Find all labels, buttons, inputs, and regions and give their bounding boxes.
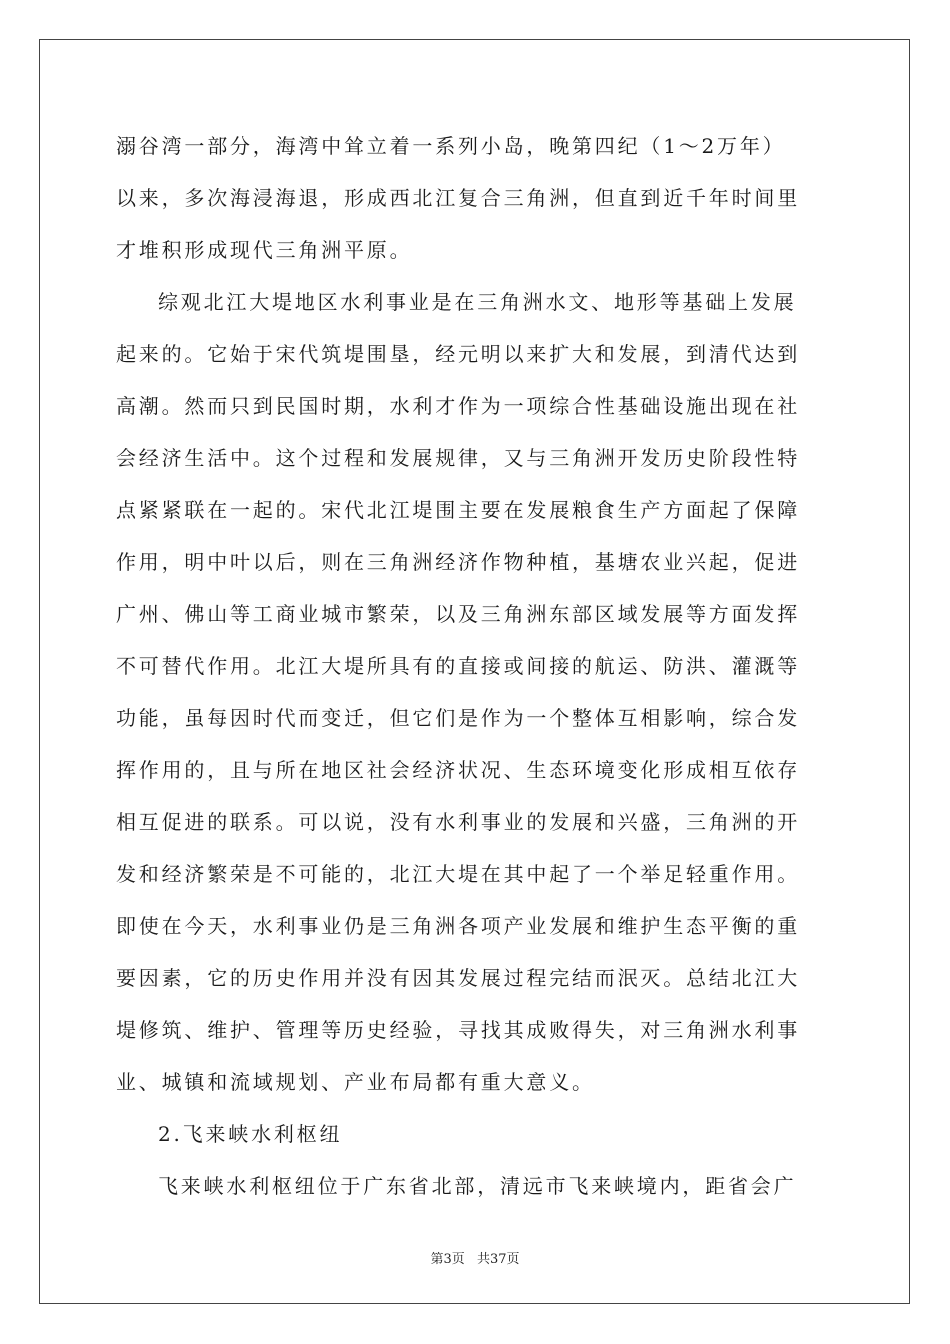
page-number: 第3页 — [430, 1252, 465, 1267]
text-line: 业、城镇和流域规划、产业布局都有重大意义。 — [116, 1070, 595, 1094]
text-line: 才堆积形成现代三角洲平原。 — [116, 238, 413, 262]
text-line: 会经济生活中。这个过程和发展规律，又与三角洲开发历史阶段性特 — [116, 446, 800, 470]
text-line: 发和经济繁荣是不可能的，北江大堤在其中起了一个举足轻重作用。 — [116, 862, 800, 886]
text-line: 广州、佛山等工商业城市繁荣，以及三角洲东部区域发展等方面发挥 — [116, 602, 800, 626]
total-pages: 共37页 — [476, 1252, 520, 1267]
text-line: 功能，虽每因时代而变迁，但它们是作为一个整体互相影响，综合发 — [116, 706, 800, 730]
text-line: 即使在今天，水利事业仍是三角洲各项产业发展和维护生态平衡的重 — [116, 914, 800, 938]
text-line: 高潮。然而只到民国时期，水利才作为一项综合性基础设施出现在社 — [116, 394, 800, 418]
text-line: 相互促进的联系。可以说，没有水利事业的发展和兴盛，三角洲的开 — [116, 810, 800, 834]
text-line: 综观北江大堤地区水利事业是在三角洲水文、地形等基础上发展 — [158, 290, 797, 314]
document-body — [116, 127, 834, 1219]
text-line: 挥作用的，且与所在地区社会经济状况、生态环境变化形成相互依存 — [116, 758, 800, 782]
text-line: 作用，明中叶以后，则在三角洲经济作物种植，基塘农业兴起，促进 — [116, 550, 800, 574]
text-line: 点紧紧联在一起的。宋代北江堤围主要在发展粮食生产方面起了保障 — [116, 498, 800, 522]
text-line: 以来，多次海浸海退，形成西北江复合三角洲，但直到近千年时间里 — [116, 186, 800, 210]
text-line: 溺谷湾一部分，海湾中耸立着一系列小岛，晚第四纪（1～2万年） — [116, 134, 786, 158]
page-footer — [0, 1248, 950, 1267]
text-line: 飞来峡水利枢纽位于广东省北部，清远市飞来峡境内，距省会广 — [158, 1174, 797, 1198]
text-line: 2.飞来峡水利枢纽 — [158, 1122, 343, 1146]
text-line: 堤修筑、维护、管理等历史经验，寻找其成败得失，对三角洲水利事 — [116, 1018, 800, 1042]
text-line: 要因素，它的历史作用并没有因其发展过程完结而泯灭。总结北江大 — [116, 966, 800, 990]
text-line: 起来的。它始于宋代筑堤围垦，经元明以来扩大和发展，到清代达到 — [116, 342, 800, 366]
text-line: 不可替代作用。北江大堤所具有的直接或间接的航运、防洪、灌溉等 — [116, 654, 800, 678]
